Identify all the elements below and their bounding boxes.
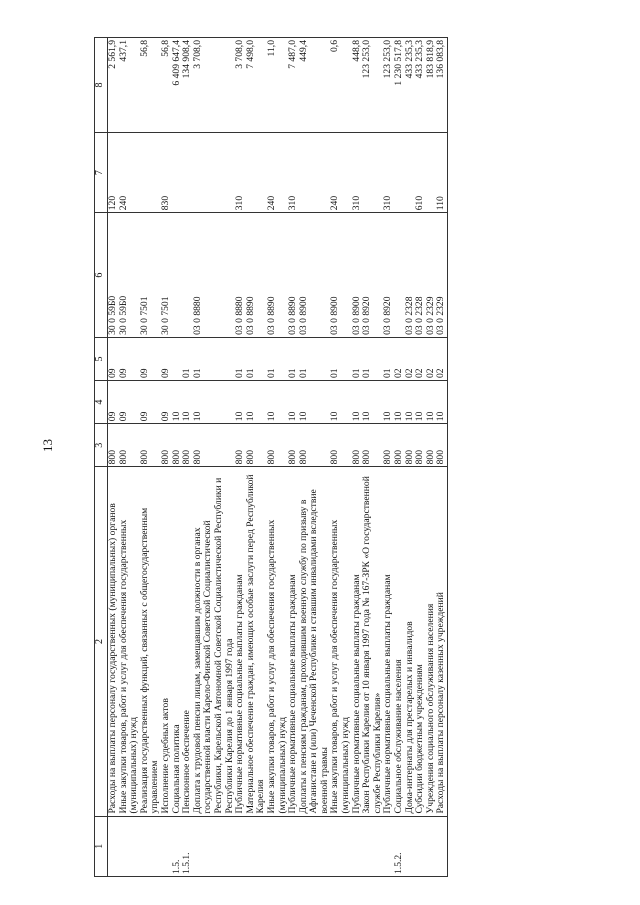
cell-c7: 240 (119, 133, 140, 213)
cell-c2: Субсидии бюджетным учреждениям (415, 467, 426, 816)
cell-c3: 800 (161, 424, 172, 467)
rotated-page (94, 37, 614, 877)
cell-c4: 10 (267, 381, 288, 424)
cell-c5: 02 (394, 337, 405, 380)
cell-c8: 433 235,3 (405, 38, 416, 133)
cell-c4: 10 (246, 381, 267, 424)
cell-c7: 240 (330, 133, 351, 213)
cell-c7: 310 (235, 133, 246, 213)
cell-c7 (362, 133, 383, 213)
cell-c2: Учреждения социального обслуживания населения (426, 467, 437, 816)
cell-c2: Расходы на выплаты персоналу государственных (муниципальных) органов (108, 467, 119, 816)
cell-c1 (119, 816, 140, 876)
cell-c7: 120 (108, 133, 119, 213)
column-header: 7 (95, 133, 108, 213)
budget-table (94, 37, 448, 877)
cell-c2: Публичные нормативные социальные выплаты гражданам (383, 467, 394, 816)
cell-c7: 310 (383, 133, 394, 213)
cell-c3: 800 (383, 424, 394, 467)
cell-c1 (193, 816, 235, 876)
cell-c6: 03 0 8920 (383, 213, 394, 338)
cell-c1 (108, 816, 119, 876)
cell-c7 (299, 133, 331, 213)
cell-c8: 3 708,0 (235, 38, 246, 133)
cell-c7: 310 (352, 133, 363, 213)
cell-c2: Иные закупки товаров, работ и услуг для обеспечения государственных (муниципальных) нужд (330, 467, 351, 816)
cell-c6: 03 0 8900 (299, 213, 331, 338)
cell-c6 (172, 213, 183, 338)
column-header: 2 (95, 467, 108, 816)
cell-c1 (299, 816, 331, 876)
table-row (119, 38, 140, 877)
cell-c4: 09 (140, 381, 161, 424)
header-row (95, 38, 108, 877)
cell-c3: 800 (140, 424, 161, 467)
cell-c3: 800 (299, 424, 331, 467)
cell-c3: 800 (415, 424, 426, 467)
cell-c3: 800 (182, 424, 193, 467)
cell-c1 (235, 816, 246, 876)
cell-c6: 03 0 8880 (193, 213, 235, 338)
cell-c7 (246, 133, 267, 213)
cell-c5: 01 (246, 337, 267, 380)
table-row (267, 38, 288, 877)
cell-c2: Публичные нормативные социальные выплаты гражданам (288, 467, 299, 816)
cell-c4: 10 (426, 381, 437, 424)
cell-c2: Доплаты к пенсиям гражданам, проходившим военную службу по призыву в Афганистане и (или) Чеченской Республике и ставшим инвалидами вследствие военной травмы (299, 467, 331, 816)
cell-c8: 3 708,0 (193, 38, 235, 133)
cell-c4: 10 (352, 381, 363, 424)
cell-c1 (436, 816, 447, 876)
cell-c2: Иные закупки товаров, работ и услуг для обеспечения государственных (муниципальных) нужд (119, 467, 140, 816)
cell-c2: Иные закупки товаров, работ и услуг для обеспечения государственных (муниципальных) нужд (267, 467, 288, 816)
cell-c5: 02 (436, 337, 447, 380)
cell-c6: 03 0 2329 (426, 213, 437, 338)
cell-c3: 800 (362, 424, 383, 467)
cell-c5: 01 (352, 337, 363, 380)
cell-c8: 56,8 (161, 38, 172, 133)
cell-c8: 183 818,9 (426, 38, 437, 133)
column-header: 4 (95, 381, 108, 424)
cell-c1 (405, 816, 416, 876)
cell-c2: Расходы на выплаты персоналу казенных учреждений (436, 467, 447, 816)
cell-c2: Закон Республики Карелия от 10 января 1997 года № 167-ЗРК «О государственной службе Республики Карелия» (362, 467, 383, 816)
cell-c7: 610 (415, 133, 426, 213)
cell-c5: 09 (108, 337, 119, 380)
cell-c3: 800 (235, 424, 246, 467)
cell-c6: 03 0 2328 (415, 213, 426, 338)
table-row (193, 38, 235, 877)
cell-c4: 10 (172, 381, 183, 424)
cell-c3: 800 (405, 424, 416, 467)
cell-c3: 800 (436, 424, 447, 467)
cell-c4: 10 (394, 381, 405, 424)
cell-c7 (182, 133, 193, 213)
cell-c7 (172, 133, 183, 213)
cell-c6: 30 0 59Б0 (119, 213, 140, 338)
cell-c2: Пенсионное обеспечение (182, 467, 193, 816)
cell-c8: 2 561,9 (108, 38, 119, 133)
cell-c3: 800 (246, 424, 267, 467)
cell-c4: 10 (235, 381, 246, 424)
cell-c8: 134 908,4 (182, 38, 193, 133)
cell-c2: Доплата к трудовой пенсии лицам, замещавшим должности в органах государственной власти Карело-Финской Советской Социалистической Республики, Карельской Автономной Советской Социалистической Республики и Республики Карелия до 1 января 1997 года (193, 467, 235, 816)
cell-c3: 800 (172, 424, 183, 467)
cell-c1 (330, 816, 351, 876)
cell-c4: 10 (415, 381, 426, 424)
table-row (436, 38, 447, 877)
page-number: 13 (40, 439, 55, 452)
cell-c3: 800 (330, 424, 351, 467)
cell-c6: 03 0 8900 (330, 213, 351, 338)
table-body (108, 38, 448, 877)
cell-c4: 10 (436, 381, 447, 424)
cell-c5: 01 (235, 337, 246, 380)
cell-c2: Реализация государственных функций, связанных с общегосударственным управлением (140, 467, 161, 816)
cell-c6: 03 0 8920 (362, 213, 383, 338)
cell-c4: 10 (299, 381, 331, 424)
cell-c1 (140, 816, 161, 876)
cell-c8: 7 498,0 (246, 38, 267, 133)
cell-c8: 7 487,0 (288, 38, 299, 133)
table-row (246, 38, 267, 877)
column-header: 3 (95, 424, 108, 467)
cell-c1 (352, 816, 363, 876)
cell-c7 (140, 133, 161, 213)
cell-c1 (267, 816, 288, 876)
cell-c5: 02 (415, 337, 426, 380)
column-header: 8 (95, 38, 108, 133)
cell-c1: 1.5.1. (182, 816, 193, 876)
cell-c2: Дома-интернаты для престарелых и инвалидов (405, 467, 416, 816)
cell-c8: 448,8 (352, 38, 363, 133)
cell-c5: 01 (193, 337, 235, 380)
cell-c4: 09 (161, 381, 172, 424)
cell-c8: 123 253,0 (362, 38, 383, 133)
cell-c1 (288, 816, 299, 876)
cell-c8: 56,8 (140, 38, 161, 133)
cell-c6: 03 0 8890 (246, 213, 267, 338)
cell-c4: 10 (383, 381, 394, 424)
cell-c6: 03 0 2328 (405, 213, 416, 338)
cell-c1 (161, 816, 172, 876)
cell-c7: 240 (267, 133, 288, 213)
cell-c4: 09 (119, 381, 140, 424)
cell-c4: 10 (182, 381, 193, 424)
cell-c4: 09 (108, 381, 119, 424)
cell-c1 (415, 816, 426, 876)
cell-c2: Социальное обслуживание населения (394, 467, 405, 816)
cell-c5: 01 (383, 337, 394, 380)
cell-c8: 449,4 (299, 38, 331, 133)
cell-c8: 1 230 517,8 (394, 38, 405, 133)
cell-c3: 800 (193, 424, 235, 467)
cell-c6: 03 0 8900 (352, 213, 363, 338)
cell-c2: Публичные нормативные социальные выплаты гражданам (352, 467, 363, 816)
cell-c1 (426, 816, 437, 876)
cell-c5: 01 (299, 337, 331, 380)
table-row (161, 38, 172, 877)
cell-c8: 433 235,3 (415, 38, 426, 133)
cell-c4: 10 (362, 381, 383, 424)
cell-c7 (193, 133, 235, 213)
cell-c1: 1.5.2. (394, 816, 405, 876)
cell-c3: 800 (288, 424, 299, 467)
cell-c3: 800 (119, 424, 140, 467)
cell-c8: 136 083,8 (436, 38, 447, 133)
cell-c4: 10 (405, 381, 416, 424)
cell-c7: 110 (436, 133, 447, 213)
cell-c5: 01 (182, 337, 193, 380)
cell-c6: 03 0 8890 (267, 213, 288, 338)
cell-c6: 30 0 59Б0 (108, 213, 119, 338)
cell-c1 (246, 816, 267, 876)
cell-c7: 830 (161, 133, 172, 213)
cell-c6: 30 0 7501 (140, 213, 161, 338)
cell-c8: 123 253,0 (383, 38, 394, 133)
cell-c5: 09 (119, 337, 140, 380)
cell-c2: Публичные нормативные социальные выплаты гражданам (235, 467, 246, 816)
cell-c5: 02 (426, 337, 437, 380)
cell-c5: 09 (140, 337, 161, 380)
table-row (140, 38, 161, 877)
table-row (330, 38, 351, 877)
column-header: 5 (95, 337, 108, 380)
cell-c6: 03 0 8880 (235, 213, 246, 338)
column-header: 1 (95, 816, 108, 876)
cell-c7 (394, 133, 405, 213)
cell-c1 (362, 816, 383, 876)
cell-c3: 800 (426, 424, 437, 467)
column-header: 6 (95, 213, 108, 338)
cell-c5: 01 (362, 337, 383, 380)
cell-c4: 10 (330, 381, 351, 424)
cell-c1: 1.5. (172, 816, 183, 876)
cell-c2: Материальное обеспечение граждан, имеющих особые заслуги перед Республикой Карелия (246, 467, 267, 816)
table-row (299, 38, 331, 877)
cell-c5: 09 (161, 337, 172, 380)
cell-c8: 0,6 (330, 38, 351, 133)
cell-c3: 800 (108, 424, 119, 467)
cell-c5: 01 (267, 337, 288, 380)
cell-c5: 02 (405, 337, 416, 380)
cell-c8: 11,0 (267, 38, 288, 133)
cell-c6: 03 0 8890 (288, 213, 299, 338)
cell-c5: 01 (330, 337, 351, 380)
cell-c8: 6 409 647,4 (172, 38, 183, 133)
table-row (108, 38, 119, 877)
cell-c6: 03 0 2329 (436, 213, 447, 338)
cell-c4: 10 (288, 381, 299, 424)
cell-c2: Социальная политика (172, 467, 183, 816)
cell-c3: 800 (394, 424, 405, 467)
cell-c8: 437,1 (119, 38, 140, 133)
cell-c5: 01 (288, 337, 299, 380)
cell-c3: 800 (267, 424, 288, 467)
cell-c3: 800 (352, 424, 363, 467)
cell-c6: 30 0 7501 (161, 213, 172, 338)
cell-c2: Исполнение судебных актов (161, 467, 172, 816)
cell-c7: 310 (288, 133, 299, 213)
table-row (362, 38, 383, 877)
cell-c4: 10 (193, 381, 235, 424)
